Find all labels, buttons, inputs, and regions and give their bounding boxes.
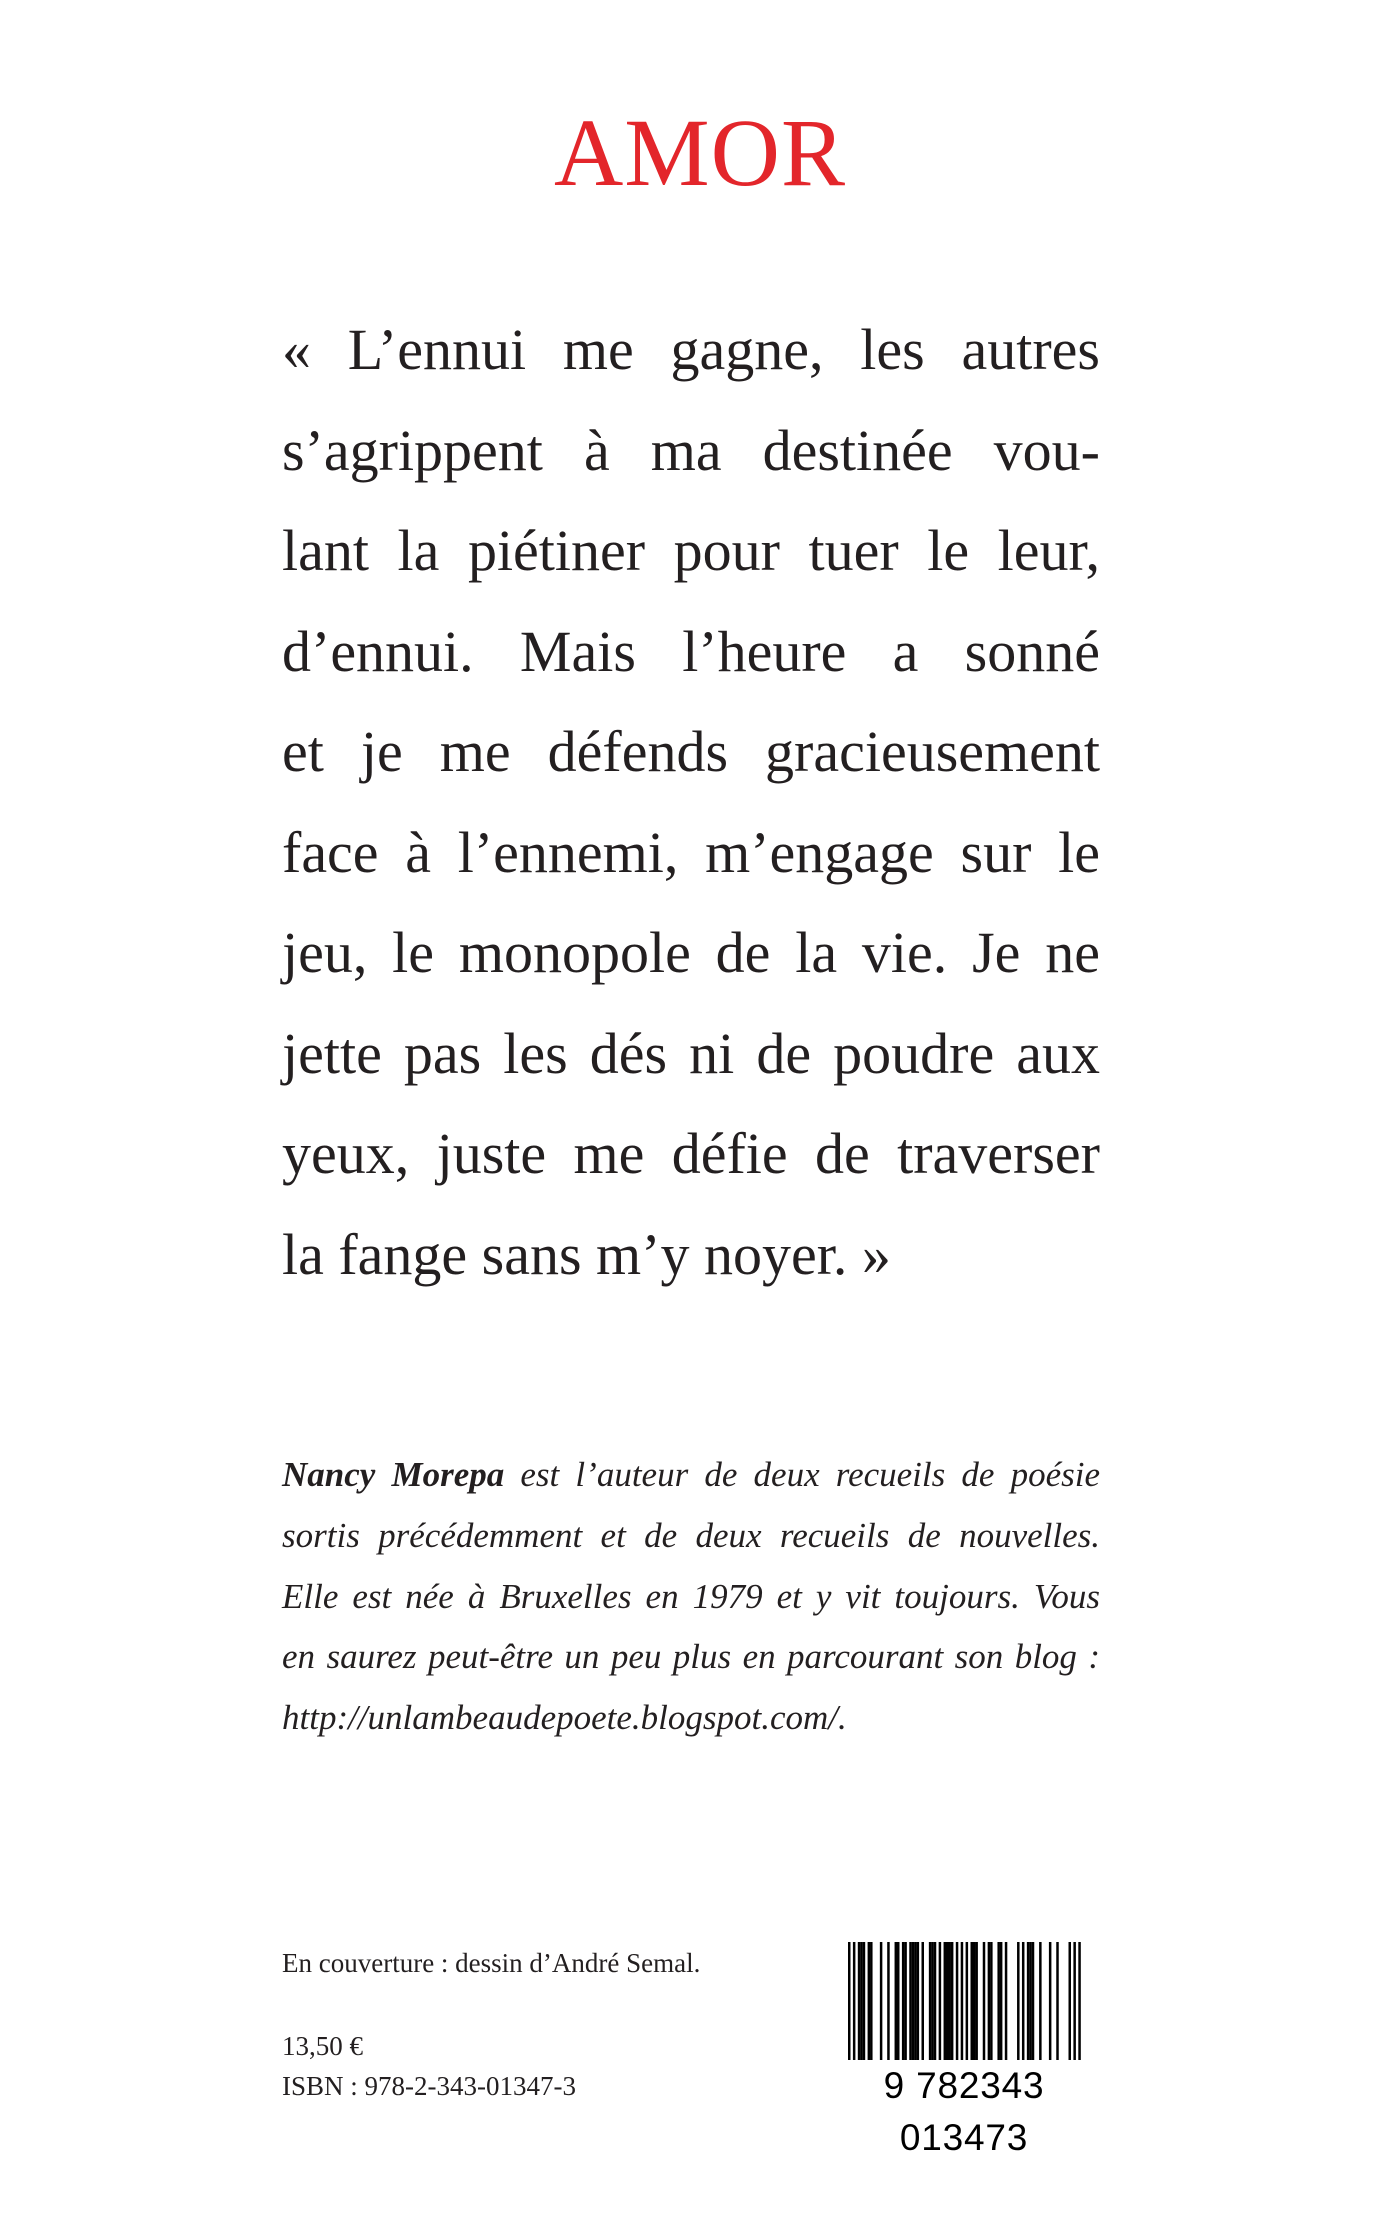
isbn: ISBN : 978-2-343-01347-3	[282, 2071, 576, 2101]
barcode-bar	[1017, 1942, 1020, 2060]
cover-credit: En couverture : dessin d’André Semal.	[282, 1948, 701, 1978]
barcode-bar	[880, 1942, 883, 2060]
barcode-bar	[1039, 1942, 1042, 2060]
quote-line: s’agrippent à ma destinée vou-	[282, 417, 1100, 483]
barcode-bar	[1069, 1942, 1072, 2060]
barcode-bar	[897, 1942, 900, 2060]
barcode-bar	[1027, 1942, 1030, 2060]
barcode-bar	[988, 1942, 991, 2060]
barcode-bar	[948, 1942, 951, 2060]
barcode-bar	[902, 1942, 905, 2060]
barcode-bar	[997, 1942, 1000, 2060]
barcode-bar	[975, 1942, 978, 2060]
barcode-bar	[966, 1942, 969, 2070]
price: 13,50 €	[282, 2031, 363, 2061]
barcode-bar	[939, 1942, 942, 2060]
barcode-bar	[914, 1942, 917, 2060]
author-name: Nancy Morepa	[282, 1455, 505, 1494]
barcode-bar	[912, 1942, 915, 2060]
barcode-bar	[973, 1942, 976, 2060]
barcode-bar	[983, 1942, 986, 2060]
bio-line-text: est l’auteur de deux recueils de poésie	[504, 1455, 1101, 1494]
barcode-bar	[946, 1942, 949, 2060]
barcode-bar	[990, 1942, 993, 2060]
quote-line: d’ennui. Mais l’heure a sonné	[282, 618, 1100, 684]
barcode-bar	[1029, 1942, 1032, 2060]
barcode-bar	[1073, 1942, 1076, 2070]
barcode-bar	[1022, 1942, 1024, 2060]
barcode-bar	[895, 1942, 898, 2060]
barcode-bar	[1056, 1942, 1059, 2060]
barcode-bar	[853, 1942, 856, 2070]
bio-line: sortis précédemment et de deux recueils de nouvelles.	[282, 1515, 1100, 1555]
bio-line: Elle est née à Bruxelles en 1979 et y vit toujours. Vous	[282, 1576, 1100, 1616]
barcode-bar	[929, 1942, 932, 2060]
author-bio	[282, 1445, 1100, 1749]
barcode-bar	[922, 1942, 925, 2060]
barcode-bar	[909, 1942, 912, 2060]
barcode-bar	[944, 1942, 947, 2060]
barcode-bar	[868, 1942, 871, 2060]
barcode-bar	[870, 1942, 873, 2060]
barcode-bar	[1000, 1942, 1003, 2060]
barcode-bar	[971, 1942, 974, 2060]
isbn-barcode	[828, 1942, 1100, 2158]
quote-line: et je me défends gracieusement	[282, 719, 1100, 784]
barcode-bar	[956, 1942, 959, 2060]
barcode-bar	[863, 1942, 866, 2060]
barcode-bar	[961, 1942, 964, 2070]
blog-url: http://unlambeaudepoete.blogspot.com/.	[282, 1698, 847, 1738]
barcode-bar	[860, 1942, 863, 2060]
quote-line: yeux, juste me défie de traverser	[282, 1121, 1100, 1186]
quote-line: jette pas les dés ni de poudre aux	[282, 1020, 1100, 1086]
quote-line: face à l’ennemi, m’engage sur le	[282, 819, 1100, 885]
barcode-bar	[858, 1942, 861, 2060]
quote-line: lant la piétiner pour tuer le leur,	[282, 518, 1100, 583]
barcode-bar	[1049, 1942, 1052, 2060]
barcode-bar	[934, 1942, 937, 2060]
bio-line	[282, 1445, 1100, 1506]
barcode-bar	[917, 1942, 920, 2060]
quote-line: la fange sans m’y noyer. »	[282, 1221, 891, 1287]
back-cover-quote	[282, 300, 1100, 1305]
barcode-bar	[931, 1942, 934, 2060]
barcode-bar	[1032, 1942, 1035, 2060]
book-title: AMOR	[553, 99, 847, 206]
barcode-digits: 9 782343 013473	[828, 2060, 1100, 2112]
barcode-bar	[1078, 1942, 1081, 2070]
barcode-bar	[887, 1942, 890, 2060]
barcode-bar	[1005, 1942, 1008, 2060]
barcode-bar	[951, 1942, 954, 2060]
barcode-bar	[904, 1942, 907, 2060]
quote-line: jeu, le monopole de la vie. Je ne	[282, 920, 1100, 985]
bio-line: en saurez peut-être un peu plus en parcourant son blog :	[282, 1637, 1100, 1677]
barcode-bar	[848, 1942, 851, 2070]
quote-line: « L’ennui me gagne, les autres	[282, 317, 1100, 382]
